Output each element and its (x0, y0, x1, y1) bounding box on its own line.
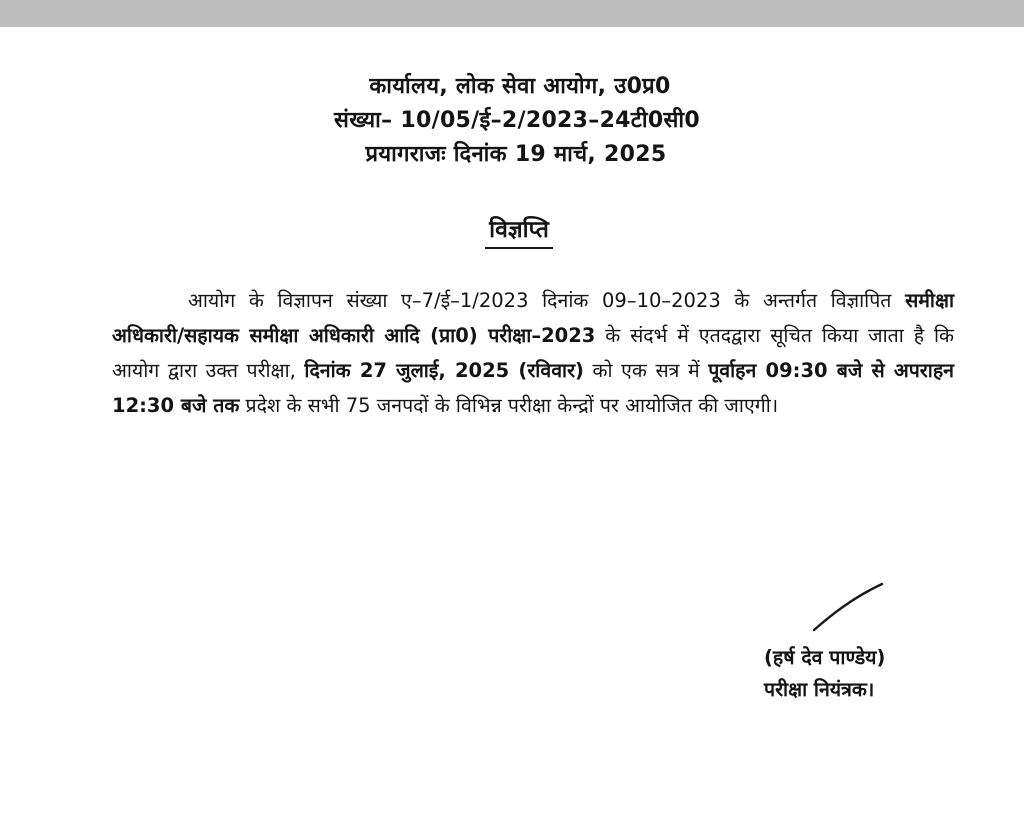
body-text-part-2: के संदर्भ में एतदद्वारा सूचित किया जाता है कि आयोग द्वारा उक्त परीक्षा, (112, 324, 954, 382)
place-date-line: प्रयागराजः दिनांक 19 मार्च, 2025 (365, 142, 667, 167)
body-text-part-1: आयोग के विज्ञापन संख्या ए–7/ई–1/2023 दिनांक 09–10–2023 के अन्तर्गत विज्ञापित (188, 289, 906, 312)
top-gray-bar (0, 0, 1024, 27)
signatory-designation: परीक्षा नियंत्रक। (764, 678, 875, 701)
body-text-part-4: प्रदेश के सभी 75 जनपदों के विभिन्न परीक्षा केन्द्रों पर आयोजित की जाएगी। (239, 394, 779, 417)
notice-title (0, 214, 1024, 249)
office-line: कार्यालय, लोक सेवा आयोग, उ0प्र0 (369, 74, 671, 99)
signature-mark (808, 580, 888, 636)
reference-number-line: संख्या– 10/05/ई–2/2023–24टी0सी0 (334, 108, 700, 133)
body-bold-exam-date: दिनांक 27 जुलाई, 2025 (रविवार) (304, 359, 584, 382)
body-text-part-3: को एक सत्र में (583, 359, 709, 382)
document-header (0, 70, 1024, 172)
signatory-name: (हर्ष देव पाण्डेय) (764, 646, 886, 669)
signatory-block (764, 642, 885, 706)
notice-body (112, 283, 954, 423)
notice-title-text: विज्ञप्ति (485, 214, 553, 249)
body-bold-exam-name: समीक्षा अधिकारी/सहायक समीक्षा अधिकारी आदि (प्रा0) परीक्षा–2023 (112, 289, 954, 347)
body-bold-exam-time: पूर्वाहन 09:30 बजे से अपराहन 12:30 बजे तक (112, 359, 955, 417)
